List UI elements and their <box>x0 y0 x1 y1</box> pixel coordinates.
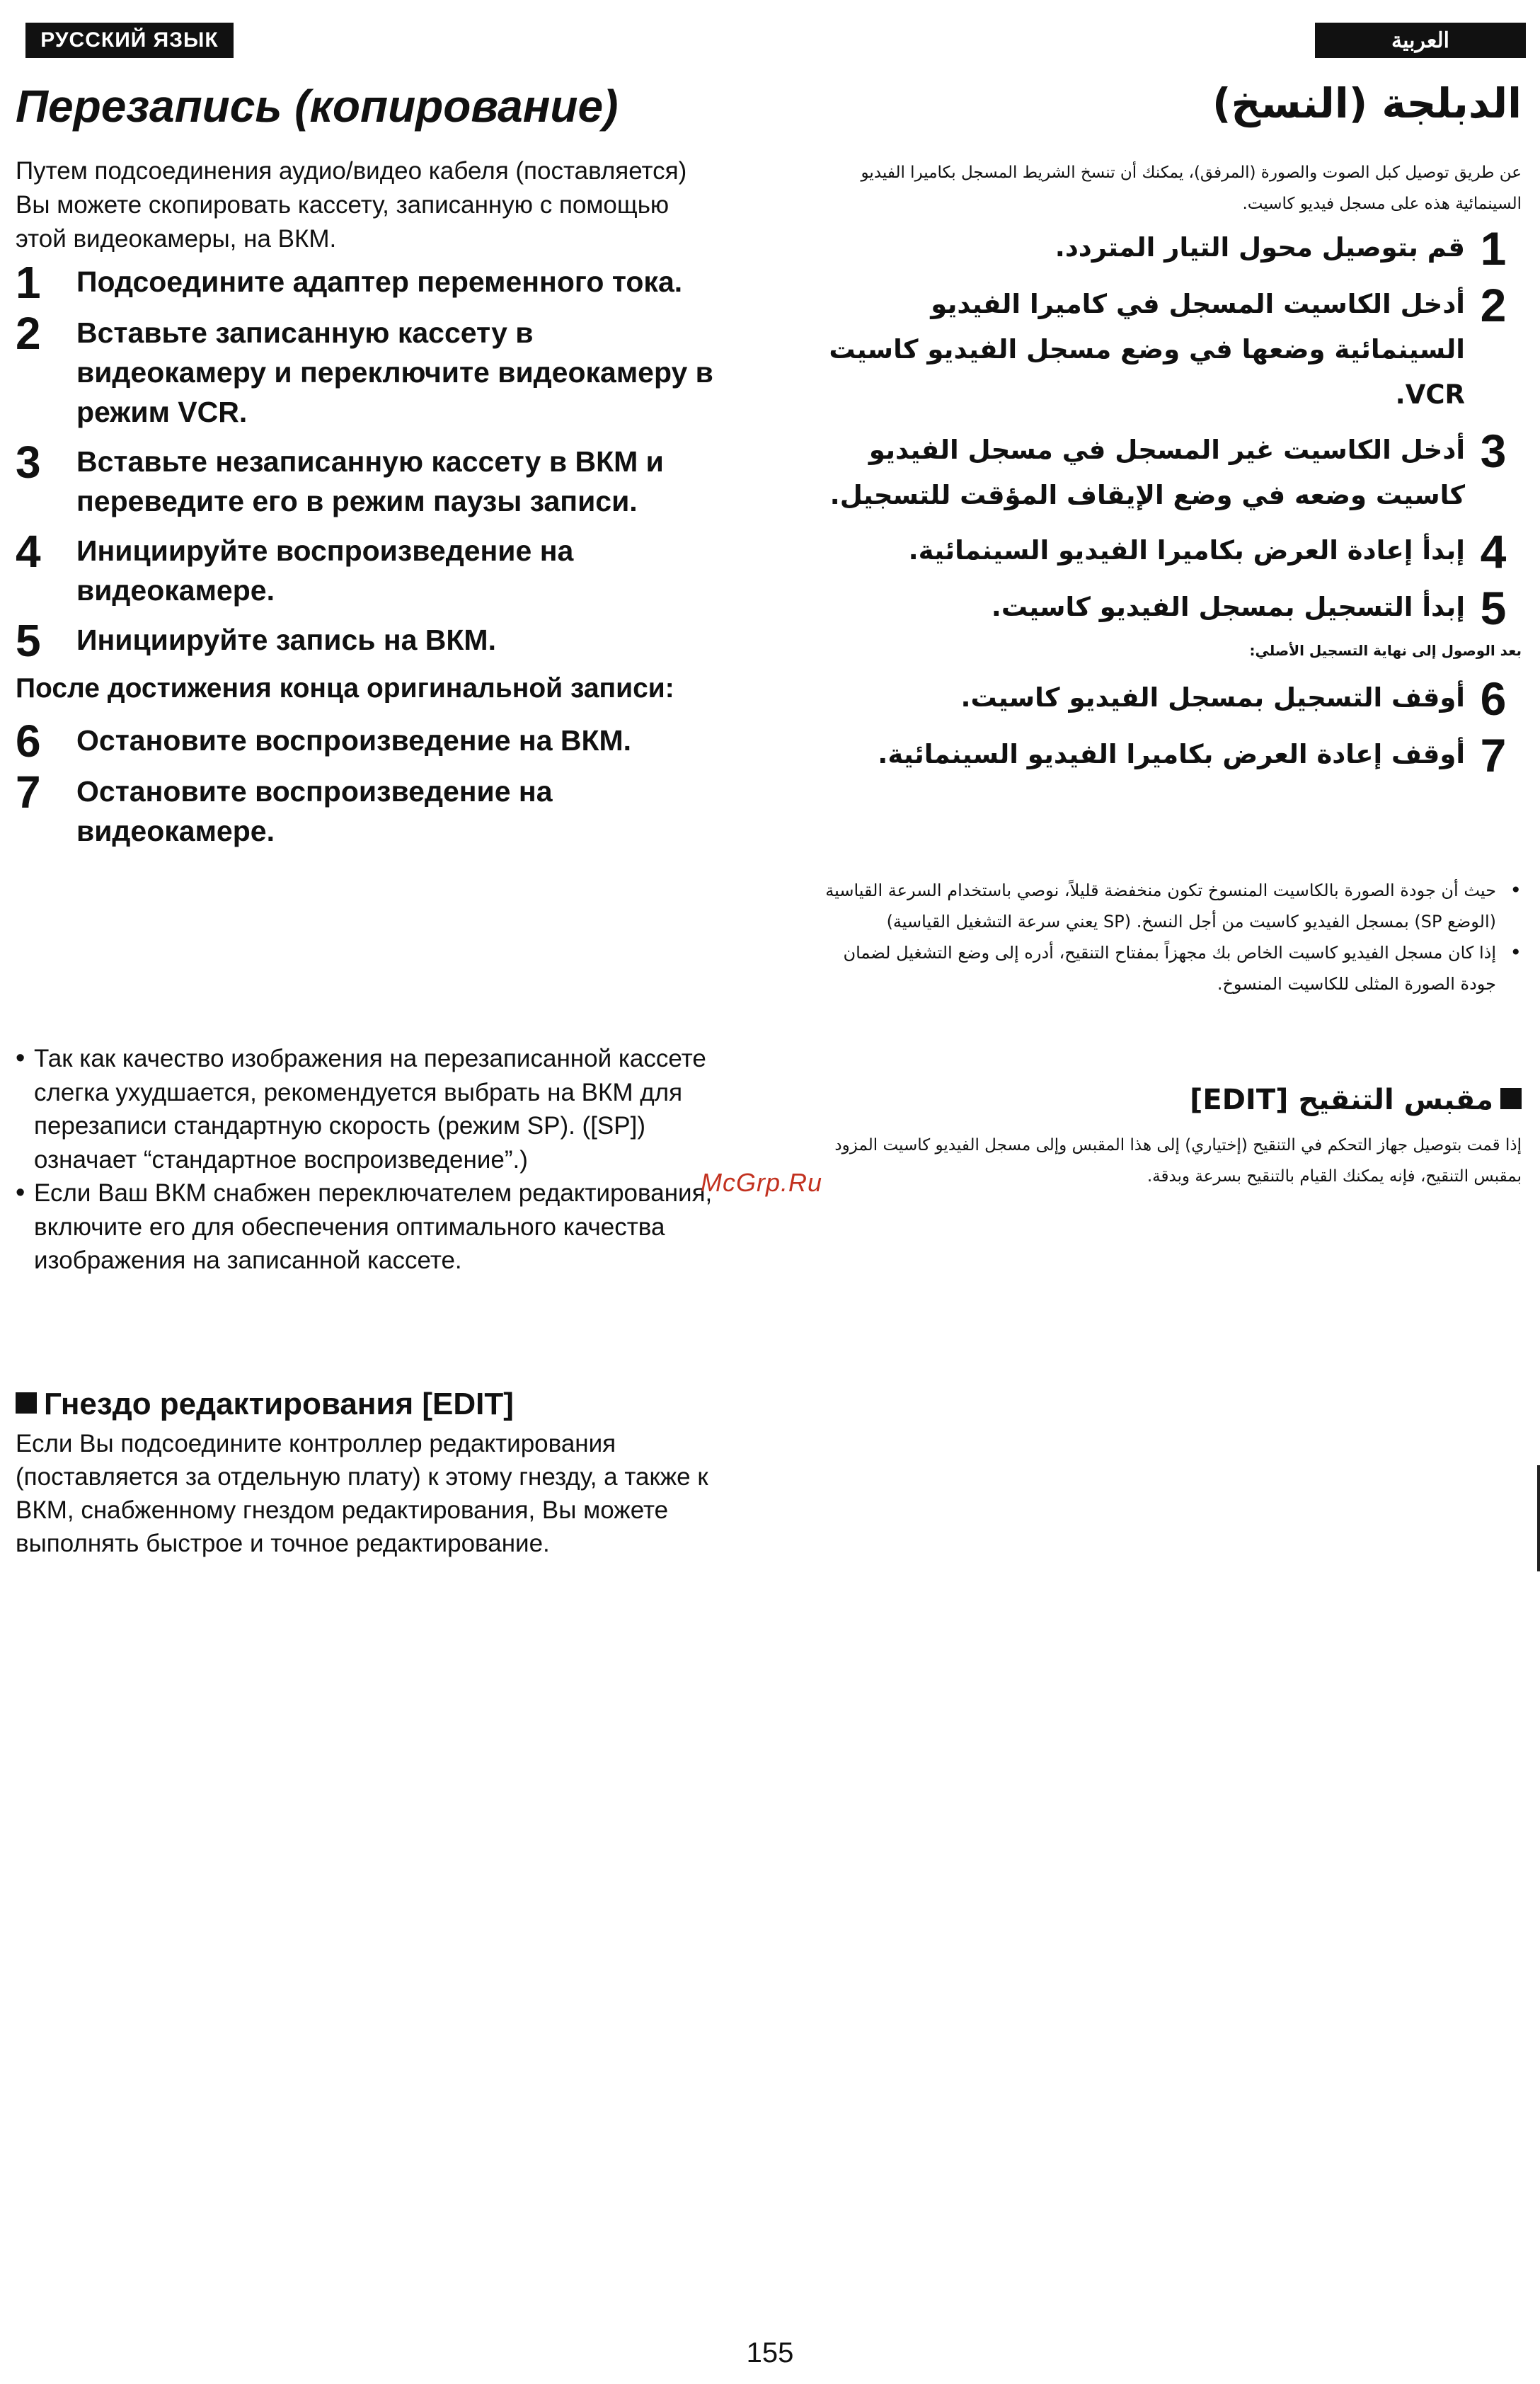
step-number: 7 <box>1480 729 1507 781</box>
step-text: Остановите воспроизведение на видеокамере. <box>76 775 553 847</box>
step-item <box>16 767 716 851</box>
step-text: Вставьте записанную кассету в видеокамеру и переключите видеокамеру в режим VCR. <box>76 316 713 428</box>
step-number: 4 <box>16 526 41 577</box>
step-text: إبدأ إعادة العرض بكاميرا الفيديو السينمائية. <box>908 535 1465 566</box>
step-number: 3 <box>16 437 41 488</box>
language-tag-arabic: العربية <box>1315 23 1526 58</box>
after-end-heading-arabic: بعد الوصول إلى نهاية التسجيل الأصلي: <box>1249 642 1522 659</box>
margin-mark <box>1537 1465 1540 1571</box>
step-number: 3 <box>1480 425 1507 477</box>
step-text: Вставьте незаписанную кассету в ВКМ и переведите его в режим паузы записи. <box>76 445 664 517</box>
step-item <box>16 257 716 308</box>
step-item <box>16 437 716 521</box>
step-number: 7 <box>16 767 41 818</box>
notes-arabic <box>814 875 1522 999</box>
step-text: أدخل الكاسيت غير المسجل في مسجل الفيديو كاسيت وضعه في وضع الإيقاف المؤقت للتسجيل. <box>829 435 1465 510</box>
step-text: Остановите воспроизведение на ВКМ. <box>76 724 632 757</box>
edit-jack-body-russian: Если Вы подсоедините контроллер редактирования (поставляется за отдельную плату) к этому гнезду, а также к ВКМ, снабженному гнездом редактирования, Вы можете выполнять быстрое и точное редактирование. <box>16 1430 708 1557</box>
page-number: 155 <box>746 2337 794 2368</box>
note-item: • Так как качество изображения на перезаписанной кассете слегка ухудшается, рекомендуется выбрать на ВКМ для перезаписи стандартную скорость (режим SP). ([SP]) означает “стандартное воспроизведение”.) <box>16 1042 716 1176</box>
step-text: أوقف التسجيل بمسجل الفيديو كاسيت. <box>960 682 1465 713</box>
step-text: أدخل الكاسيت المسجل في كاميرا الفيديو السينمائية وضعها في وضع مسجل الفيديو كاسيت VCR. <box>829 289 1465 410</box>
step-item <box>814 425 1522 518</box>
watermark: McGrp.Ru <box>701 1168 823 1197</box>
edit-jack-body-arabic: إذا قمت بتوصيل جهاز التحكم في التنقيح (إختياري) إلى هذا المقبس وإلى مسجل الفيديو كاسيت المزود بمقبس التنقيح، فإنه يمكنك القيام بالتنقيح بسرعة وبدقة. <box>834 1136 1522 1186</box>
step-text: قم بتوصيل محول التيار المتردد. <box>1055 232 1465 263</box>
step-item <box>814 672 1522 725</box>
step-number: 1 <box>16 257 41 308</box>
edit-jack-heading-russian: Гнездо редактирования [EDIT] <box>16 1383 716 1426</box>
bullet-square-icon <box>16 1392 37 1414</box>
notes-russian <box>16 1042 716 1278</box>
language-tag-russian: РУССКИЙ ЯЗЫК <box>25 23 234 58</box>
step-item <box>16 526 716 610</box>
step-number: 6 <box>16 716 41 767</box>
note-item: • إذا كان مسجل الفيديو كاسيت الخاص بك مجهزاً بمفتاح التنقيح، أدره إلى وضع التشغيل لضمان جودة الصورة المثلى للكاسيت المنسوخ. <box>814 937 1522 999</box>
step-item <box>814 525 1522 578</box>
step-number: 5 <box>16 615 41 666</box>
intro-russian: Путем подсоединения аудио/видео кабеля (поставляется) Вы можете скопировать кассету, записанную с помощью этой видеокамеры, на ВКМ. <box>16 157 687 253</box>
after-end-heading-russian: После достижения конца оригинальной записи: <box>16 673 674 704</box>
step-item <box>814 582 1522 634</box>
step-number: 4 <box>1480 525 1507 578</box>
edit-jack-heading-arabic: مقبس التنقيح [EDIT] <box>814 1080 1522 1120</box>
note-item: • حيث أن جودة الصورة بالكاسيت المنسوخ تكون منخفضة قليلاً، نوصي باستخدام السرعة القياسية (الوضع SP) بمسجل الفيديو كاسيت من أجل النسخ. (SP يعني سرعة التشغيل القياسية) <box>814 875 1522 937</box>
step-item <box>814 729 1522 781</box>
step-item <box>16 308 716 432</box>
step-number: 2 <box>1480 279 1507 331</box>
step-number: 2 <box>16 308 41 359</box>
step-text: Инициируйте воспроизведение на видеокамере. <box>76 534 574 607</box>
step-text: Инициируйте запись на ВКМ. <box>76 624 496 656</box>
step-number: 1 <box>1480 222 1507 275</box>
bullet-square-icon <box>1500 1088 1522 1109</box>
step-text: Подсоедините адаптер переменного тока. <box>76 265 683 298</box>
step-item <box>814 222 1522 275</box>
intro-arabic: عن طريق توصيل كبل الصوت والصورة (المرفق)، يمكنك أن تنسخ الشريط المسجل بكاميرا الفيديو السينمائية هذه على مسجل فيديو كاسيت. <box>861 164 1522 213</box>
steps-arabic <box>814 222 1522 789</box>
steps-russian <box>16 257 716 861</box>
step-number: 6 <box>1480 672 1507 725</box>
page-title-russian: Перезапись (копирование) <box>16 81 619 132</box>
step-text: أوقف إعادة العرض بكاميرا الفيديو السينمائية. <box>878 739 1465 769</box>
step-number: 5 <box>1480 582 1507 634</box>
note-item: • Если Ваш ВКМ снабжен переключателем редактирования, включите его для обеспечения оптимального качества изображения на записанной кассете. <box>16 1176 716 1278</box>
step-item <box>16 615 716 666</box>
step-item <box>16 716 716 767</box>
step-text: إبدأ التسجيل بمسجل الفيديو كاسيت. <box>991 592 1465 622</box>
step-item <box>814 279 1522 418</box>
page-title-arabic: الدبلجة (النسخ) <box>1212 79 1522 127</box>
